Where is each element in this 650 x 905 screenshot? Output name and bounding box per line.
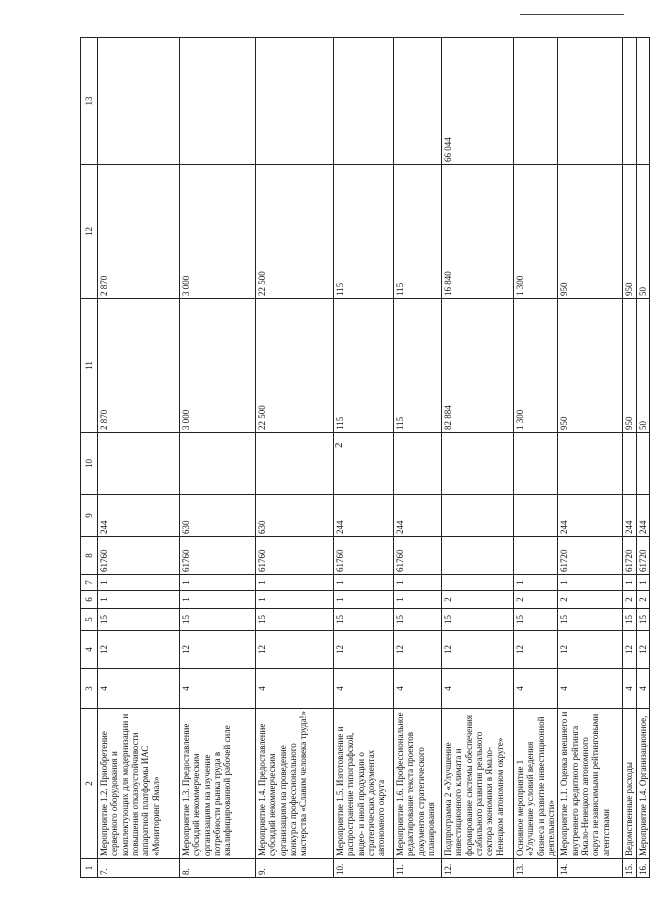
table-cell-12: 1 300 <box>514 165 558 299</box>
table-cell-1: 10. <box>334 859 394 878</box>
table-cell-12: 2 870 <box>98 165 180 299</box>
table-cell-2: Подпрограмма 2 «Улучшение инвестиционного климата и формирование системы обеспечения стабильного развития реального сектора экономики в Ямало-Ненецком автономном округе» <box>442 709 514 859</box>
table-cell-9: 244 <box>334 495 394 537</box>
table-row <box>623 38 636 878</box>
header-row <box>81 38 98 878</box>
table-cell-11: 115 <box>394 299 442 433</box>
table-row <box>514 38 558 878</box>
header-cell: 11 <box>81 299 98 433</box>
table-cell-1: 13. <box>514 859 558 878</box>
table-cell-6: 2 <box>514 591 558 609</box>
table-cell-13 <box>514 38 558 165</box>
table-cell-10 <box>180 433 256 495</box>
table-cell-3: 4 <box>180 669 256 709</box>
table-cell-2: Мероприятие 1.4. Организационное, <box>636 709 649 859</box>
table-cell-13 <box>623 38 636 165</box>
table-cell-13 <box>394 38 442 165</box>
table-cell-12: 50 <box>636 165 649 299</box>
table-cell-2: Основное мероприятие 1 «Улучшение условий ведения бизнеса и развитие инвестиционной деятельности» <box>514 709 558 859</box>
table-row <box>558 38 623 878</box>
table-cell-2: Мероприятие 1.3. Предоставление субсидий некоммерческим организациям на изучение потребности рынка труда в квалифицированной рабочей силе <box>180 709 256 859</box>
table-cell-5: 15 <box>636 609 649 631</box>
table-cell-7: 1 <box>394 575 442 591</box>
table-cell-4: 12 <box>623 631 636 669</box>
budget-table <box>80 37 650 878</box>
table-cell-4: 12 <box>98 631 180 669</box>
table-cell-13 <box>98 38 180 165</box>
table-cell-4: 12 <box>334 631 394 669</box>
table-cell-6: 1 <box>256 591 334 609</box>
table-cell-6: 2 <box>636 591 649 609</box>
table-cell-8: 61760 <box>394 537 442 575</box>
table-cell-5: 15 <box>180 609 256 631</box>
table-cell-2: Мероприятие 1.1. Оценка внешнего и внутреннего кредитного рейтинга Ямало-Ненецкого автономного округа независимыми рейтинговыми агентствами <box>558 709 623 859</box>
table-cell-7: 1 <box>98 575 180 591</box>
table-cell-8 <box>514 537 558 575</box>
table-cell-9 <box>514 495 558 537</box>
page-number: 2 <box>333 442 345 448</box>
table-cell-3: 4 <box>334 669 394 709</box>
table-cell-9: 244 <box>98 495 180 537</box>
table-cell-9: 244 <box>394 495 442 537</box>
top-rule <box>520 14 624 15</box>
table-cell-7: 1 <box>558 575 623 591</box>
table-cell-10 <box>514 433 558 495</box>
header-cell: 5 <box>81 609 98 631</box>
table-cell-8: 61760 <box>334 537 394 575</box>
table-cell-6: 2 <box>623 591 636 609</box>
table-cell-12: 950 <box>623 165 636 299</box>
table-cell-9 <box>442 495 514 537</box>
table-cell-10 <box>442 433 514 495</box>
header-cell: 10 <box>81 433 98 495</box>
table-cell-11: 50 <box>636 299 649 433</box>
table-cell-13: 66 044 <box>442 38 514 165</box>
table-cell-11: 22 500 <box>256 299 334 433</box>
table-cell-3: 4 <box>514 669 558 709</box>
table-cell-4: 12 <box>442 631 514 669</box>
table-cell-9: 630 <box>180 495 256 537</box>
table-cell-5: 15 <box>442 609 514 631</box>
table-cell-5: 15 <box>514 609 558 631</box>
table-cell-10 <box>256 433 334 495</box>
table-cell-12: 3 000 <box>180 165 256 299</box>
table-cell-3: 4 <box>256 669 334 709</box>
table-cell-5: 15 <box>558 609 623 631</box>
table-cell-5: 15 <box>334 609 394 631</box>
table-cell-9: 244 <box>636 495 649 537</box>
header-cell: 2 <box>81 709 98 859</box>
table-cell-11: 950 <box>623 299 636 433</box>
table-cell-12: 22 500 <box>256 165 334 299</box>
table-cell-2: Мероприятие 1.5. Изготовление и распространение типографской, видео- и иной продукции о стратегических документах автономного округа <box>334 709 394 859</box>
table-cell-3: 4 <box>636 669 649 709</box>
table-cell-6: 2 <box>558 591 623 609</box>
header-cell: 7 <box>81 575 98 591</box>
table-cell-10 <box>636 433 649 495</box>
table-cell-13 <box>180 38 256 165</box>
table-cell-1: 15. <box>623 859 636 878</box>
table-cell-1: 12. <box>442 859 514 878</box>
table-cell-3: 4 <box>98 669 180 709</box>
table-cell-12: 16 840 <box>442 165 514 299</box>
table-cell-5: 15 <box>623 609 636 631</box>
table-cell-1: 16. <box>636 859 649 878</box>
table-cell-4: 12 <box>558 631 623 669</box>
table-cell-8: 61760 <box>98 537 180 575</box>
table-cell-6: 1 <box>98 591 180 609</box>
table-cell-13 <box>636 38 649 165</box>
table-cell-9: 244 <box>623 495 636 537</box>
table-cell-11: 950 <box>558 299 623 433</box>
header-cell: 13 <box>81 38 98 165</box>
table-cell-7: 1 <box>180 575 256 591</box>
header-cell: 6 <box>81 591 98 609</box>
table-cell-12: 950 <box>558 165 623 299</box>
table-cell-3: 4 <box>623 669 636 709</box>
table-row <box>394 38 442 878</box>
table-cell-8: 61720 <box>558 537 623 575</box>
table-row <box>636 38 649 878</box>
table-cell-2: Мероприятие 1.2. Приобретение серверного оборудования и комплектующих для модернизации и повышения отказоустойчивости аппаратной платформы ИАС «Мониторинг Ямал» <box>98 709 180 859</box>
header-cell: 8 <box>81 537 98 575</box>
table-cell-6: 1 <box>180 591 256 609</box>
table-cell-9: 244 <box>558 495 623 537</box>
table-cell-8: 61760 <box>256 537 334 575</box>
table-row <box>334 38 394 878</box>
table-cell-10 <box>623 433 636 495</box>
table-cell-13 <box>256 38 334 165</box>
table-cell-4: 12 <box>394 631 442 669</box>
table-cell-3: 4 <box>394 669 442 709</box>
table-cell-11: 3 000 <box>180 299 256 433</box>
header-cell: 12 <box>81 165 98 299</box>
table-cell-9: 630 <box>256 495 334 537</box>
table-row <box>442 38 514 878</box>
table-row <box>256 38 334 878</box>
table-cell-3: 4 <box>442 669 514 709</box>
table-cell-5: 15 <box>394 609 442 631</box>
table-cell-10 <box>558 433 623 495</box>
table-cell-11: 82 884 <box>442 299 514 433</box>
table-cell-8: 61760 <box>180 537 256 575</box>
table-cell-10 <box>394 433 442 495</box>
table-cell-13 <box>558 38 623 165</box>
table-cell-7 <box>442 575 514 591</box>
table-cell-13 <box>334 38 394 165</box>
table-cell-4: 12 <box>636 631 649 669</box>
table-cell-6: 1 <box>394 591 442 609</box>
table-cell-1: 9. <box>256 859 334 878</box>
table-cell-7: 1 <box>256 575 334 591</box>
table-cell-7: 1 <box>636 575 649 591</box>
table-cell-5: 15 <box>256 609 334 631</box>
table-cell-8: 61720 <box>623 537 636 575</box>
table-cell-7: 1 <box>334 575 394 591</box>
table-cell-2: Мероприятие 1.4. Предоставление субсидий некоммерческим организациям на проведение конкурса профессионального мастерства «Славим человека труда!» <box>256 709 334 859</box>
header-cell: 1 <box>81 859 98 878</box>
table-cell-10 <box>334 433 394 495</box>
table-cell-1: 11. <box>394 859 442 878</box>
table-cell-6: 1 <box>334 591 394 609</box>
table-cell-7: 1 <box>514 575 558 591</box>
table-row <box>98 38 180 878</box>
table-cell-5: 15 <box>98 609 180 631</box>
table-cell-11: 1 300 <box>514 299 558 433</box>
table-cell-4: 12 <box>180 631 256 669</box>
table-cell-2: Мероприятие 1.6. Профессиональное редактирование текста проектов документов стратегического планирования <box>394 709 442 859</box>
table-cell-1: 14. <box>558 859 623 878</box>
table-cell-10 <box>98 433 180 495</box>
table-cell-4: 12 <box>514 631 558 669</box>
table-cell-8 <box>442 537 514 575</box>
table-cell-12: 115 <box>334 165 394 299</box>
table-row <box>180 38 256 878</box>
table-cell-6: 2 <box>442 591 514 609</box>
table-cell-11: 2 870 <box>98 299 180 433</box>
table-cell-3: 4 <box>558 669 623 709</box>
header-cell: 3 <box>81 669 98 709</box>
table-cell-1: 8. <box>180 859 256 878</box>
table-cell-4: 12 <box>256 631 334 669</box>
table-cell-12: 115 <box>394 165 442 299</box>
rotated-table-container <box>80 38 648 878</box>
table-cell-7: 1 <box>623 575 636 591</box>
header-cell: 9 <box>81 495 98 537</box>
table-cell-11: 115 <box>334 299 394 433</box>
table-cell-8: 61720 <box>636 537 649 575</box>
table-cell-1: 7. <box>98 859 180 878</box>
header-cell: 4 <box>81 631 98 669</box>
table-cell-2: Ведомственные расходы <box>623 709 636 859</box>
